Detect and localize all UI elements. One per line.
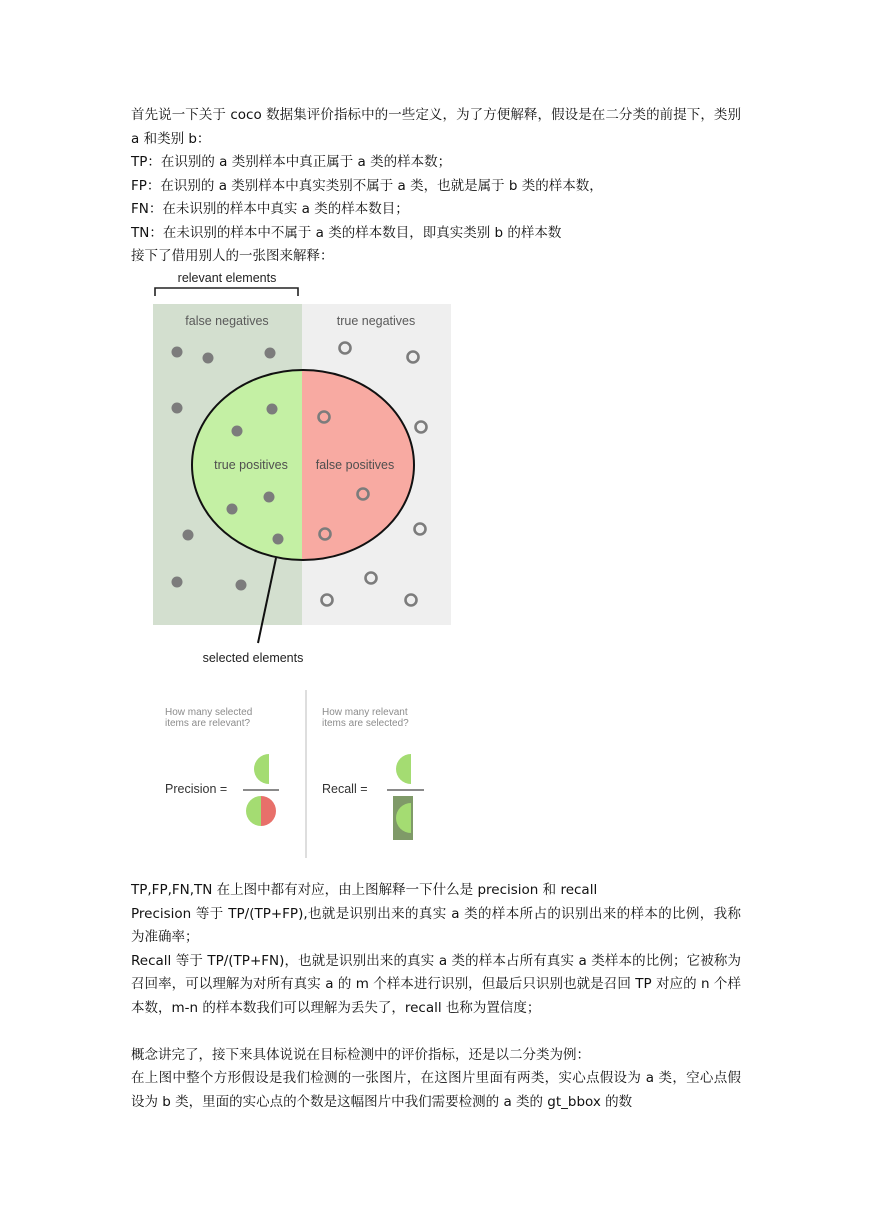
paragraph: TP,FP,FN,TN 在上图中都有对应，由上图解释一下什么是 precision 和 recall <box>131 882 598 898</box>
intro-line: FN：在未识别的样本中真实 a 类的样本数目； <box>131 201 409 217</box>
solid-dot <box>203 353 214 364</box>
solid-dot <box>172 577 183 588</box>
solid-dot <box>273 534 284 545</box>
intro-line: FP：在识别的 a 类别样本中真实类别不属于 a 类，也就是属于 b 类的样本数， <box>131 177 603 194</box>
solid-dot <box>267 404 278 415</box>
paragraph: 概念讲完了，接下来具体说说在目标检测中的评价指标，还是以二分类为例： <box>131 1046 590 1063</box>
solid-dot <box>236 580 247 591</box>
precision-denominator-green <box>246 796 261 826</box>
precision-label: Precision = <box>165 782 228 796</box>
relevant-bracket <box>155 288 298 296</box>
intro-line: 接下了借用别人的一张图来解释： <box>131 248 334 264</box>
recall-numerator-half <box>396 754 411 784</box>
precision-question-line2: items are relevant? <box>165 718 251 729</box>
recall-question-line2: items are selected? <box>322 718 409 729</box>
false-positives-label: false positives <box>315 458 395 472</box>
recall-label: Recall = <box>322 782 368 796</box>
paragraph: Recall 等于 TP/(TP+FN)，也就是识别出来的真实 a 类的样本占所有真实 a 类样本的比例；它被称为召回率，可以理解为对所有真实 a 的 m 个样本进行识别，但最后只识别也就是召回 TP 对应的 n 个样本数，m-n 的样本数我们可以理解为丢失了，recall 也称为置信度； <box>131 952 741 1016</box>
paragraph-gap <box>131 1020 741 1044</box>
precision-question-line1: How many selected <box>165 707 253 718</box>
true-positives-label: true positives <box>214 458 288 472</box>
solid-dot <box>183 530 194 541</box>
selected-elements-label: selected elements <box>202 651 304 665</box>
intro-line: 首先说一下关于 coco 数据集评价指标中的一些定义，为了方便解释，假设是在二分类的前提下，类别 a 和类别 b： <box>131 107 741 147</box>
solid-dot <box>232 426 243 437</box>
solid-dot <box>265 348 276 359</box>
precision-denominator-red <box>261 796 276 826</box>
precision-numerator-half <box>254 754 269 784</box>
solid-dot <box>227 504 238 515</box>
solid-dot <box>172 347 183 358</box>
explanation-text <box>131 879 741 1114</box>
relevant-elements-label: relevant elements <box>177 271 277 285</box>
intro-line: TN：在未识别的样本中不属于 a 类的样本数目，即真实类别 b 的样本数 <box>131 224 562 241</box>
true-negatives-label: true negatives <box>336 314 416 328</box>
recall-question-line1: How many relevant <box>322 707 408 718</box>
solid-dot <box>264 492 275 503</box>
solid-dot <box>172 403 183 414</box>
paragraph: Precision 等于 TP/(TP+FP),也就是识别出来的真实 a 类的样本所占的识别出来的样本的比例，我称为准确率； <box>131 905 741 945</box>
intro-line: TP：在识别的 a 类别样本中真正属于 a 类的样本数； <box>131 154 452 170</box>
precision-recall-figure <box>131 268 461 863</box>
paragraph: 在上图中整个方形假设是我们检测的一张图片，在这图片里面有两类，实心点假设为 a 类，空心点假设为 b 类，里面的实心点的个数是这幅图片中我们需要检测的 a 类的 gt_bbox 的数 <box>131 1070 741 1110</box>
false-negatives-label: false negatives <box>185 314 269 328</box>
intro-text <box>131 104 741 269</box>
